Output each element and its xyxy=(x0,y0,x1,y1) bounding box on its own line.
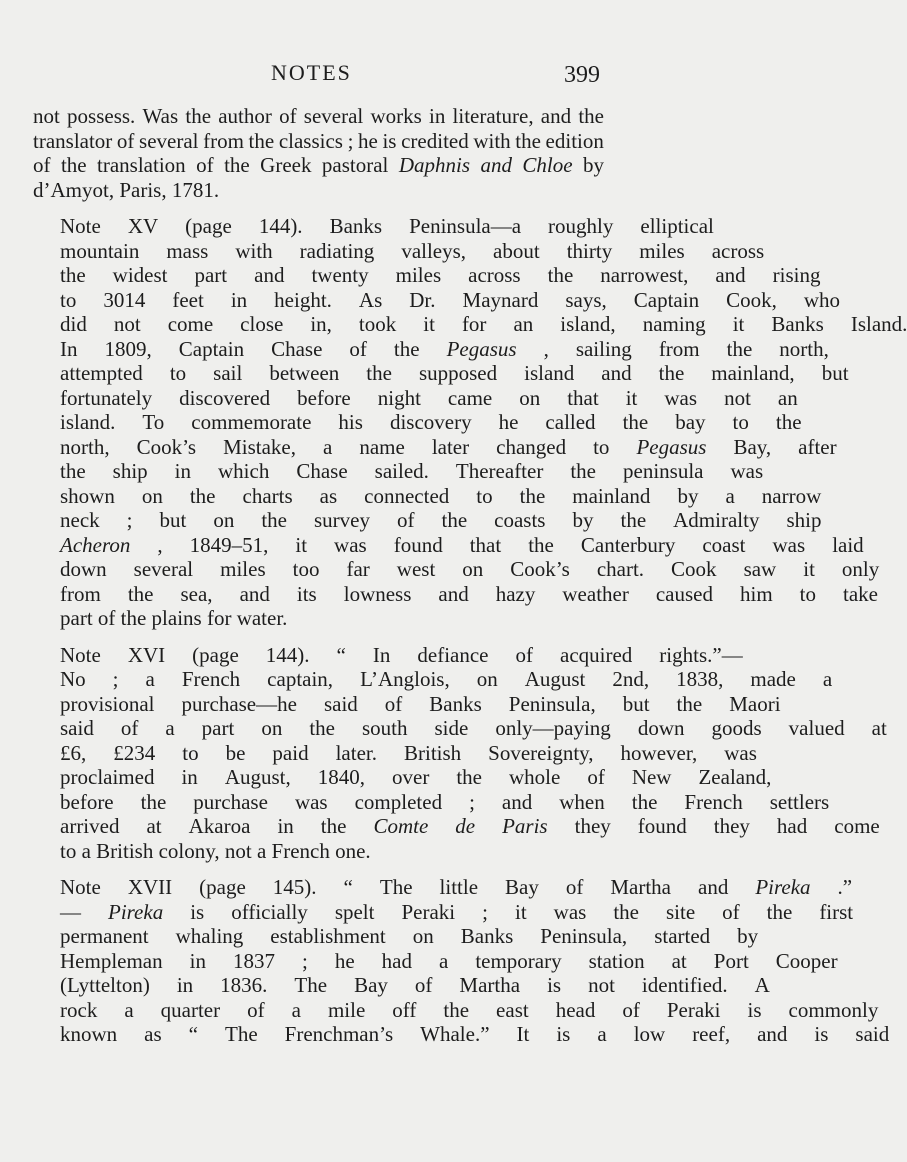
text-line: permanent whaling establishment on Banks Peninsula, started by xyxy=(60,924,759,948)
text-line: £6, £234 to be paid later. British Sovereignty, however, was xyxy=(60,740,757,765)
text-line: known as “ The Frenchman’s Whale.” It is a low reef, and is said xyxy=(60,1022,890,1046)
body-text xyxy=(33,104,907,1047)
text-line: Note XVI (page 144). “ In defiance of acquired rights.”— xyxy=(60,642,743,667)
text-line: part of the plains for water. xyxy=(60,606,288,630)
note-xvii-paragraph xyxy=(33,875,890,1047)
text-line: arrived at Akaroa in the Comte de Paris they found they had come xyxy=(60,814,880,838)
page-number: 399 xyxy=(564,62,600,88)
text-line: shown on the charts as connected to the mainland by a narrow xyxy=(60,483,822,508)
text-line: Note XVII (page 145). “ The little Bay of Martha and Pireka .” xyxy=(60,875,853,899)
text-line: said of a part on the south side only—paying down goods valued at xyxy=(60,716,887,740)
text-line: not possess. Was the author of several works in literature, and the xyxy=(33,104,604,128)
text-line: the ship in which Chase sailed. Thereafter the peninsula was xyxy=(60,459,764,483)
note-xv-paragraph xyxy=(33,214,907,631)
text-line: (Lyttelton) in 1836. The Bay of Martha is not identified. A xyxy=(60,973,770,997)
text-line: proclaimed in August, 1840, over the whole of New Zealand, xyxy=(60,765,772,789)
text-line: the widest part and twenty miles across the narrowest, and rising xyxy=(60,263,821,287)
text-line: Acheron , 1849–51, it was found that the Canterbury coast was laid xyxy=(60,532,864,557)
text-line: No ; a French captain, L’Anglois, on August 2nd, 1838, made a xyxy=(60,667,833,691)
text-line: Note XV (page 144). Banks Peninsula—a roughly elliptical xyxy=(60,214,714,238)
text-line: island. To commemorate his discovery he called the bay to the xyxy=(60,410,802,434)
note-xvi-paragraph xyxy=(33,642,887,864)
text-line: In 1809, Captain Chase of the Pegasus , sailing from the north, xyxy=(60,336,829,361)
text-line: provisional purchase—he said of Banks Peninsula, but the Maori xyxy=(60,691,781,716)
text-line: — Pireka is officially spelt Peraki ; it was the site of the first xyxy=(60,899,854,924)
text-line: to a British colony, not a French one. xyxy=(60,838,371,863)
text-line: attempted to sail between the supposed island and the mainland, but xyxy=(60,361,849,385)
running-head-title: NOTES xyxy=(271,60,352,85)
text-line: Hempleman in 1837 ; he had a temporary station at Port Cooper xyxy=(60,948,838,973)
text-line: to 3014 feet in height. As Dr. Maynard says, Captain Cook, who xyxy=(60,287,841,312)
text-line: mountain mass with radiating valleys, about thirty miles across xyxy=(60,238,765,263)
text-line: from the sea, and its lowness and hazy weather caused him to take xyxy=(60,581,878,606)
text-line: north, Cook’s Mistake, a name later changed to Pegasus Bay, after xyxy=(60,434,837,459)
text-line: down several miles too far west on Cook’s chart. Cook saw it only xyxy=(60,557,880,581)
text-line: d’Amyot, Paris, 1781. xyxy=(33,177,220,202)
text-line: of the translation of the Greek pastoral Daphnis and Chloe by xyxy=(33,153,604,177)
text-line: rock a quarter of a mile off the east head of Peraki is commonly xyxy=(60,997,879,1022)
paragraph-continued xyxy=(33,104,604,202)
text-line: neck ; but on the survey of the coasts by the Admiralty ship xyxy=(60,508,822,532)
running-head xyxy=(33,0,604,104)
text-line: before the purchase was completed ; and when the French settlers xyxy=(60,789,830,814)
text-line: fortunately discovered before night came on that it was not an xyxy=(60,385,798,410)
text-line: translator of several from the classics ; he is credited with the edition xyxy=(33,128,604,153)
text-line: did not come close in, took it for an island, naming it Banks Island. xyxy=(60,312,907,336)
